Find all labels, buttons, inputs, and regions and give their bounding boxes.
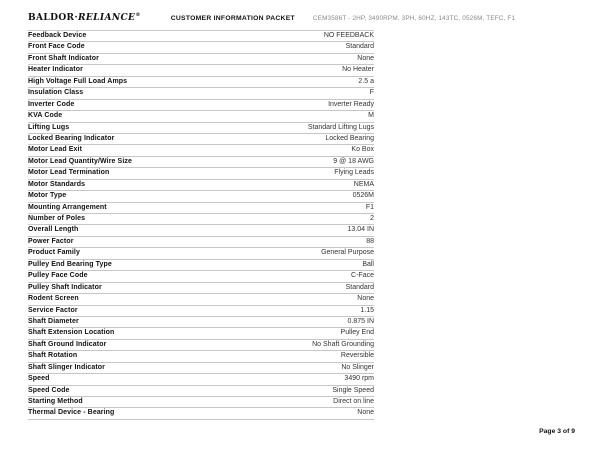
page-header bbox=[28, 12, 588, 24]
table-row bbox=[28, 157, 374, 168]
spec-value: Ko Box bbox=[351, 146, 374, 154]
spec-value: 88 bbox=[366, 237, 374, 245]
spec-value: 3490 rpm bbox=[344, 375, 374, 383]
table-row bbox=[28, 408, 374, 419]
spec-value: Flying Leads bbox=[334, 169, 374, 177]
table-row bbox=[28, 100, 374, 111]
logo-brand-baldor: BALDOR bbox=[28, 13, 75, 23]
spec-value: F bbox=[369, 89, 374, 97]
spec-label: Inverter Code bbox=[28, 100, 75, 108]
spec-label: Speed Code bbox=[28, 386, 70, 394]
spec-table bbox=[28, 30, 374, 420]
spec-label: Starting Method bbox=[28, 398, 83, 405]
table-row bbox=[28, 306, 374, 317]
spec-value: None bbox=[357, 409, 374, 417]
table-row bbox=[28, 271, 374, 282]
table-row bbox=[28, 248, 374, 259]
table-row bbox=[28, 134, 374, 145]
spec-label: Shaft Extension Location bbox=[28, 329, 115, 337]
spec-label: High Voltage Full Load Amps bbox=[28, 77, 128, 85]
table-row bbox=[28, 260, 374, 271]
table-row bbox=[28, 123, 374, 134]
spec-value: Single Speed bbox=[332, 386, 374, 394]
spec-value: Standard bbox=[345, 283, 374, 291]
table-row bbox=[28, 42, 374, 53]
table-row bbox=[28, 214, 374, 225]
table-row bbox=[28, 54, 374, 65]
spec-label: Thermal Device - Bearing bbox=[28, 409, 115, 417]
spec-value: 0526M bbox=[352, 192, 374, 200]
spec-value: 2.5 a bbox=[358, 77, 374, 85]
spec-label: Shaft Diameter bbox=[28, 317, 79, 325]
spec-label: Service Factor bbox=[28, 306, 78, 314]
spec-label: Locked Bearing Indicator bbox=[28, 134, 115, 142]
spec-label: Heater Indicator bbox=[28, 66, 83, 74]
document-title: CUSTOMER INFORMATION PACKET bbox=[170, 15, 295, 22]
spec-value: F1 bbox=[365, 203, 374, 211]
table-row bbox=[28, 374, 374, 385]
table-row bbox=[28, 88, 374, 99]
table-row bbox=[28, 363, 374, 374]
spec-label: Mounting Arrangement bbox=[28, 203, 107, 211]
table-row bbox=[28, 283, 374, 294]
table-row bbox=[28, 145, 374, 156]
table-row bbox=[28, 111, 374, 122]
table-row bbox=[28, 180, 374, 191]
spec-value: Direct on line bbox=[333, 398, 374, 405]
spec-value: General Purpose bbox=[321, 249, 374, 257]
spec-value: 13.04 IN bbox=[347, 226, 374, 234]
spec-label: Front Shaft Indicator bbox=[28, 54, 99, 62]
table-row bbox=[28, 386, 374, 397]
spec-label: Front Face Code bbox=[28, 43, 85, 51]
spec-value: Standard bbox=[345, 43, 374, 51]
spec-value: Standard Lifting Lugs bbox=[307, 123, 374, 131]
table-row bbox=[28, 351, 374, 362]
registered-trademark-symbol: ® bbox=[135, 12, 141, 18]
spec-label: Motor Lead Quantity/Wire Size bbox=[28, 157, 132, 165]
table-row bbox=[28, 203, 374, 214]
spec-label: Feedback Device bbox=[28, 32, 87, 39]
spec-value: 2 bbox=[370, 215, 374, 222]
spec-value: No Heater bbox=[342, 66, 374, 74]
spec-value: None bbox=[357, 54, 374, 62]
spec-value: No Shaft Grounding bbox=[312, 340, 374, 348]
spec-label: Overall Length bbox=[28, 226, 79, 234]
logo-brand-reliance: RELIANCE bbox=[78, 13, 136, 23]
spec-label: Motor Lead Termination bbox=[28, 169, 110, 177]
baldor-reliance-logo bbox=[28, 12, 141, 23]
spec-label: Speed bbox=[28, 375, 50, 383]
spec-value: 1.15 bbox=[360, 306, 374, 314]
spec-value: M bbox=[368, 112, 374, 120]
table-row bbox=[28, 191, 374, 202]
spec-label: Power Factor bbox=[28, 237, 74, 245]
spec-label: Shaft Slinger Indicator bbox=[28, 363, 105, 371]
spec-label: KVA Code bbox=[28, 112, 63, 120]
product-summary: CEM3586T - 2HP, 3490RPM, 3PH, 60HZ, 143TC, 0526M, TEFC, F1 bbox=[312, 15, 516, 22]
spec-value: 9 @ 18 AWG bbox=[333, 157, 374, 165]
table-row bbox=[28, 317, 374, 328]
spec-label: Number of Poles bbox=[28, 215, 86, 222]
spec-value: Pulley End bbox=[340, 329, 374, 337]
page-number: Page 3 of 9 bbox=[539, 428, 575, 435]
spec-value: Inverter Ready bbox=[328, 100, 374, 108]
logo-separator: · bbox=[74, 13, 78, 23]
spec-label: Rodent Screen bbox=[28, 295, 79, 303]
spec-table-body bbox=[28, 31, 374, 420]
table-row bbox=[28, 168, 374, 179]
table-row bbox=[28, 237, 374, 248]
spec-label: Pulley Shaft Indicator bbox=[28, 283, 102, 291]
spec-label: Pulley End Bearing Type bbox=[28, 260, 112, 268]
spec-label: Pulley Face Code bbox=[28, 272, 88, 280]
spec-value: NO FEEDBACK bbox=[323, 32, 374, 39]
table-row bbox=[28, 77, 374, 88]
spec-label: Motor Standards bbox=[28, 180, 86, 188]
spec-label: Shaft Rotation bbox=[28, 352, 78, 360]
spec-value: 0.875 IN bbox=[347, 317, 374, 325]
spec-value: C-Face bbox=[351, 272, 374, 280]
spec-label: Lifting Lugs bbox=[28, 123, 70, 131]
spec-label: Insulation Class bbox=[28, 89, 84, 97]
table-row bbox=[28, 225, 374, 236]
table-row bbox=[28, 340, 374, 351]
spec-value: NEMA bbox=[353, 180, 374, 188]
spec-value: None bbox=[357, 295, 374, 303]
spec-label: Product Family bbox=[28, 249, 80, 257]
table-row bbox=[28, 31, 374, 42]
table-row bbox=[28, 294, 374, 305]
spec-label: Motor Type bbox=[28, 192, 67, 200]
spec-value: Ball bbox=[362, 260, 374, 268]
table-row bbox=[28, 65, 374, 76]
spec-value: Locked Bearing bbox=[325, 134, 374, 142]
table-row bbox=[28, 397, 374, 408]
spec-label: Shaft Ground Indicator bbox=[28, 340, 107, 348]
spec-label: Motor Lead Exit bbox=[28, 146, 83, 154]
table-row bbox=[28, 328, 374, 339]
spec-value: No Slinger bbox=[341, 363, 374, 371]
spec-value: Reversible bbox=[340, 352, 374, 360]
